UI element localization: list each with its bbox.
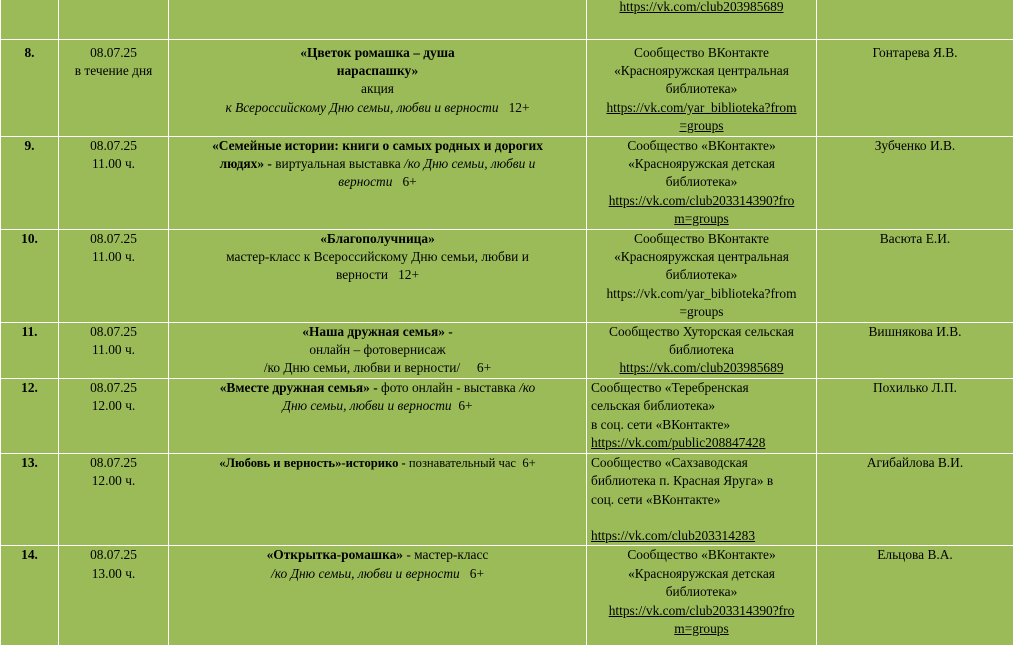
event-time: 13.00 ч. (63, 565, 164, 583)
row-number: 12. (1, 378, 59, 453)
age-rating: 6+ (470, 566, 484, 581)
event-type: фото онлайн - выставка (381, 380, 516, 395)
event-date: 08.07.25 (63, 546, 164, 564)
event-note: /ко Дню семьи, любви и верности (271, 566, 460, 581)
row-number: 14. (1, 546, 59, 646)
age-rating: 12+ (509, 100, 530, 115)
table-row (1, 453, 1013, 546)
date-cell (59, 39, 169, 136)
vk-link[interactable]: https://vk.com/public208847428 (591, 434, 812, 452)
num-cell (1, 0, 59, 39)
place-name: Сообщество Хуторская сельская (591, 323, 812, 341)
event-desc: /ко Дню семьи, любви и верности/ (264, 360, 460, 375)
event-cell (169, 0, 587, 39)
age-rating: 6+ (477, 360, 491, 375)
date-cell (59, 136, 169, 229)
date-cell (59, 322, 169, 378)
age-rating: 6+ (458, 398, 472, 413)
responsible: Гонтарева Я.В. (817, 39, 1013, 136)
place-name: библиотека» (591, 266, 812, 284)
event-cell: «Вместе дружная семья» - фото онлайн - выставка /ко Дню семьи, любви и верности 6+ (169, 378, 587, 453)
event-cell: «Открытка-ромашка» - мастер-класс /ко Дню семьи, любви и верности 6+ (169, 546, 587, 646)
row-number: 11. (1, 322, 59, 378)
event-desc: верности (336, 267, 388, 282)
event-note: Дню семьи, любви и верности (282, 398, 451, 413)
responsible: Агибайлова В.И. (817, 453, 1013, 546)
vk-link[interactable]: https://vk.com/club203314283 (591, 527, 812, 545)
responsible: Похилько Л.П. (817, 378, 1013, 453)
table-row (1, 136, 1013, 229)
table-row (1, 322, 1013, 378)
place-name: Сообщество «ВКонтакте» (591, 546, 812, 564)
place-cell (587, 229, 817, 322)
date-cell (59, 546, 169, 646)
event-date: 08.07.25 (63, 230, 164, 248)
vk-link[interactable]: https://vk.com/yar_biblioteka?from (591, 285, 812, 303)
event-title: нараспашку» (173, 62, 582, 80)
place-name: «Краснояружская центральная (591, 248, 812, 266)
event-time: 12.00 ч. (63, 472, 164, 490)
event-cell (169, 322, 587, 378)
event-note: верности (338, 174, 392, 189)
age-rating: 6+ (522, 456, 535, 470)
date-cell (59, 229, 169, 322)
place-cell (587, 546, 817, 646)
age-rating: 6+ (402, 174, 416, 189)
event-date: 08.07.25 (63, 323, 164, 341)
vk-link[interactable]: m=groups (591, 620, 812, 638)
event-title: «Открытка-ромашка» (267, 547, 403, 562)
table-row (1, 378, 1013, 453)
event-time: 11.00 ч. (63, 248, 164, 266)
event-time: 11.00 ч. (63, 155, 164, 173)
event-note: к Всероссийскому Дню семьи, любви и верности (225, 100, 498, 115)
event-cell: «Любовь и верность»-историко - познавательный час 6+ (169, 453, 587, 546)
event-title: «Вместе дружная семья» (220, 380, 370, 395)
place-name: «Краснояружская центральная (591, 62, 812, 80)
event-desc: онлайн – фотовернисаж (173, 341, 582, 359)
row-number: 13. (1, 453, 59, 546)
event-desc: мастер-класс к Всероссийскому Дню семьи, любви и (173, 248, 582, 266)
event-title: «Благополучница» (173, 230, 582, 248)
event-date: 08.07.25 (63, 137, 164, 155)
place-cell (587, 378, 817, 453)
place-name: Сообщество «Теребренская (591, 379, 812, 397)
place-name: библиотека п. Красная Яруга» в (591, 472, 812, 490)
vk-link[interactable]: https://vk.com/yar_biblioteka?from (591, 99, 812, 117)
row-number: 9. (1, 136, 59, 229)
table-row (1, 0, 1013, 39)
date-cell (59, 378, 169, 453)
event-date: 08.07.25 (63, 379, 164, 397)
event-date: 08.07.25 (63, 44, 164, 62)
event-title: «Любовь и верность»-историко (219, 456, 398, 470)
table-row (1, 229, 1013, 322)
event-type: виртуальная выставка (275, 156, 400, 171)
event-title: «Наша дружная семья» - (173, 323, 582, 341)
place-name: Сообщество «ВКонтакте» (591, 137, 812, 155)
vk-link[interactable]: =groups (591, 303, 812, 321)
event-time: в течение дня (63, 62, 164, 80)
vk-link[interactable]: https://vk.com/club203314390?fro (591, 602, 812, 620)
responsible: Ельцова В.А. (817, 546, 1013, 646)
row-number: 10. (1, 229, 59, 322)
event-note: /ко Дню семьи, любви и (404, 156, 535, 171)
event-type: познавательный час (409, 456, 516, 470)
place-cell (587, 453, 817, 546)
event-date: 08.07.25 (63, 454, 164, 472)
event-title: «Семейные истории: книги о самых родных и дорогих (173, 137, 582, 155)
place-name: Сообщество ВКонтакте (591, 44, 812, 62)
responsible-cell (817, 0, 1013, 39)
event-type: мастер-класс (414, 547, 488, 562)
event-type: акция (173, 80, 582, 98)
event-cell (169, 39, 587, 136)
place-name: библиотека» (591, 173, 812, 191)
event-title: «Цветок ромашка – душа (173, 44, 582, 62)
date-cell (59, 0, 169, 39)
responsible: Зубченко И.В. (817, 136, 1013, 229)
place-name: соц. сети «ВКонтакте» (591, 491, 812, 509)
place-name: Сообщество ВКонтакте (591, 230, 812, 248)
responsible: Васюта Е.И. (817, 229, 1013, 322)
place-cell (587, 322, 817, 378)
event-cell (169, 229, 587, 322)
age-rating: 12+ (398, 267, 419, 282)
vk-link[interactable]: https://vk.com/club203314390?fro (591, 192, 812, 210)
event-cell: «Семейные истории: книги о самых родных и дорогих людях» - виртуальная выставка /ко Дню семьи, любви и верности 6+ (169, 136, 587, 229)
vk-link[interactable]: https://vk.com/club203985689 (619, 0, 783, 14)
place-cell (587, 39, 817, 136)
event-note: /ко (519, 380, 535, 395)
place-name: в соц. сети «ВКонтакте» (591, 416, 812, 434)
table-row (1, 546, 1013, 646)
place-name: «Краснояружская детская (591, 155, 812, 173)
table-row (1, 39, 1013, 136)
place-name: библиотека (591, 341, 812, 359)
event-title: людях» (220, 156, 264, 171)
place-cell (587, 136, 817, 229)
place-name: сельская библиотека» (591, 397, 812, 415)
place-name: библиотека» (591, 583, 812, 601)
place-name: «Краснояружская детская (591, 565, 812, 583)
place-cell (587, 0, 817, 39)
vk-link[interactable]: m=groups (591, 210, 812, 228)
vk-link[interactable]: =groups (591, 117, 812, 135)
place-name: Сообщество «Сахзаводская (591, 454, 812, 472)
vk-link[interactable]: https://vk.com/club203985689 (591, 359, 812, 377)
place-name: библиотека» (591, 80, 812, 98)
event-time: 11.00 ч. (63, 341, 164, 359)
event-time: 12.00 ч. (63, 397, 164, 415)
row-number: 8. (1, 39, 59, 136)
date-cell (59, 453, 169, 546)
responsible: Вишнякова И.В. (817, 322, 1013, 378)
